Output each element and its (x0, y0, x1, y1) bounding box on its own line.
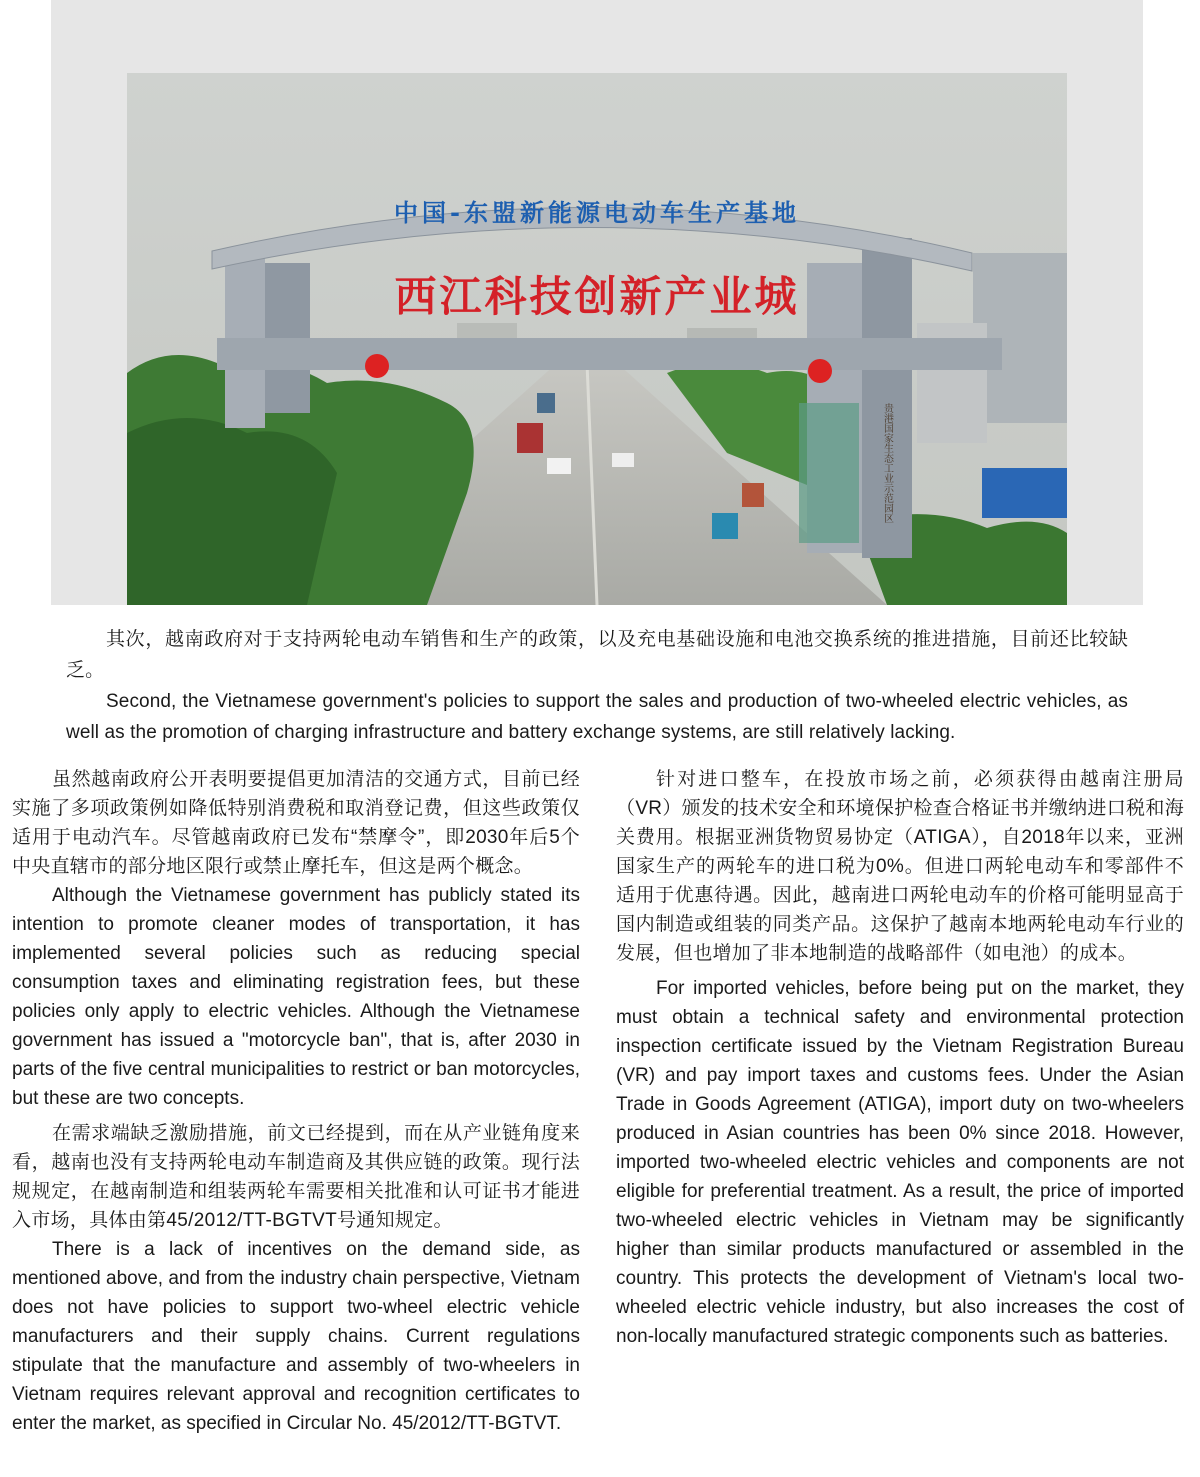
tricycle (712, 513, 738, 539)
caption (66, 624, 1128, 748)
caption-zh: 其次，越南政府对于支持两轮电动车销售和生产的政策，以及充电基础设施和电池交换系统的推进措施，目前还比较缺乏。 (66, 629, 1128, 681)
white-car (612, 453, 634, 467)
left-column (12, 765, 580, 1438)
red-lantern (808, 359, 832, 383)
left-paragraph-2-zh: 在需求端缺乏激励措施，前文已经提到，而在从产业链角度来看，越南也没有支持两轮电动车制造商及其供应链的政策。现行法规规定，在越南制造和组装两轮车需要相关批准和认可证书才能进入市场，具体由第45/2012/TT-BGTVT号通知规定。 (12, 1123, 580, 1231)
tricycle (742, 483, 764, 507)
left-paragraph-1-zh: 虽然越南政府公开表明要提倡更加清洁的交通方式，目前已经实施了多项政策例如降低特别消费税和取消登记费，但这些政策仅适用于电动汽车。尽管越南政府已发布“禁摩令”，即2030年后5个中央直辖市的部分地区限行或禁止摩托车，但这是两个概念。 (12, 769, 580, 877)
left-paragraph-2-en: There is a lack of incentives on the demand side, as mentioned above, and from the industry chain perspective, Vietnam does not have policies to support two-wheel electric vehicle manufacturers and their supply chains. Current regulations stipulate that the manufacture and assembly of two-wheelers in Vietnam requires relevant approval and recognition certificates to enter the market, as specified in Circular No. 45/2012/TT-BGTVT. (12, 1239, 580, 1434)
white-car (547, 458, 571, 474)
left-trees-dark (127, 418, 337, 605)
arch-top-text: 中国-东盟新能源电动车生产基地 (394, 199, 800, 227)
red-truck (517, 423, 543, 453)
gate-photo-illustration (127, 73, 1067, 605)
red-lantern (365, 354, 389, 378)
photo-frame (51, 0, 1143, 605)
gate-beam (217, 338, 1002, 370)
blue-truck (537, 393, 555, 413)
right-paragraph-1-en: For imported vehicles, before being put on the market, they must obtain a technical safety and environmental protection inspection certificate issued by the Vietnam Registration Bureau (VR) and pay import taxes and customs fees. Under the Asian Trade in Goods Agreement (ATIGA), import duty on two-wheelers produced in Asian countries has been 0% since 2018. However, imported two-wheeled electric vehicles and components are not eligible for preferential treatment. As a result, the price of imported two-wheeled electric vehicles in Vietnam may be significantly higher than similar products manufactured or assembled in the country. This protects the development of Vietnam's local two-wheeled electric vehicle industry, but also increases the cost of non-locally manufactured strategic components such as batteries. (616, 978, 1184, 1347)
right-column (616, 765, 1184, 1351)
industrial-park-gate-photo (127, 73, 1067, 605)
caption-en: Second, the Vietnamese government's policies to support the sales and production of two-wheeled electric vehicles, as well as the promotion of charging infrastructure and battery exchange systems, are still relatively lacking. (66, 691, 1128, 743)
blue-shed (982, 468, 1067, 518)
gate-glass-panel (799, 403, 859, 543)
left-paragraph-1-en: Although the Vietnamese government has publicly stated its intention to promote cleaner modes of transportation, it has implemented several policies such as reducing special consumption taxes and eliminating registration fees, but these policies only apply to electric vehicles. Although the Vietnamese government has issued a "motorcycle ban", that is, after 2030 in parts of the five central municipalities to restrict or ban motorcycles, but these are two concepts. (12, 885, 580, 1109)
arch-main-text: 西江科技创新产业城 (394, 272, 800, 321)
right-paragraph-1-zh: 针对进口整车，在投放市场之前，必须获得由越南注册局（VR）颁发的技术安全和环境保护检查合格证书并缴纳进口税和海关费用。根据亚洲货物贸易协定（ATIGA），自2018年以来，亚洲国家生产的两轮车的进口税为0%。但进口两轮电动车和零部件不适用于优惠待遇。因此，越南进口两轮电动车的价格可能明显高于国内制造或组装的同类产品。这保护了越南本地两轮电动车行业的发展，但也增加了非本地制造的战略部件（如电池）的成本。 (616, 769, 1184, 964)
pillar-text: 贵港国家生态工业示范园区 (881, 403, 893, 523)
